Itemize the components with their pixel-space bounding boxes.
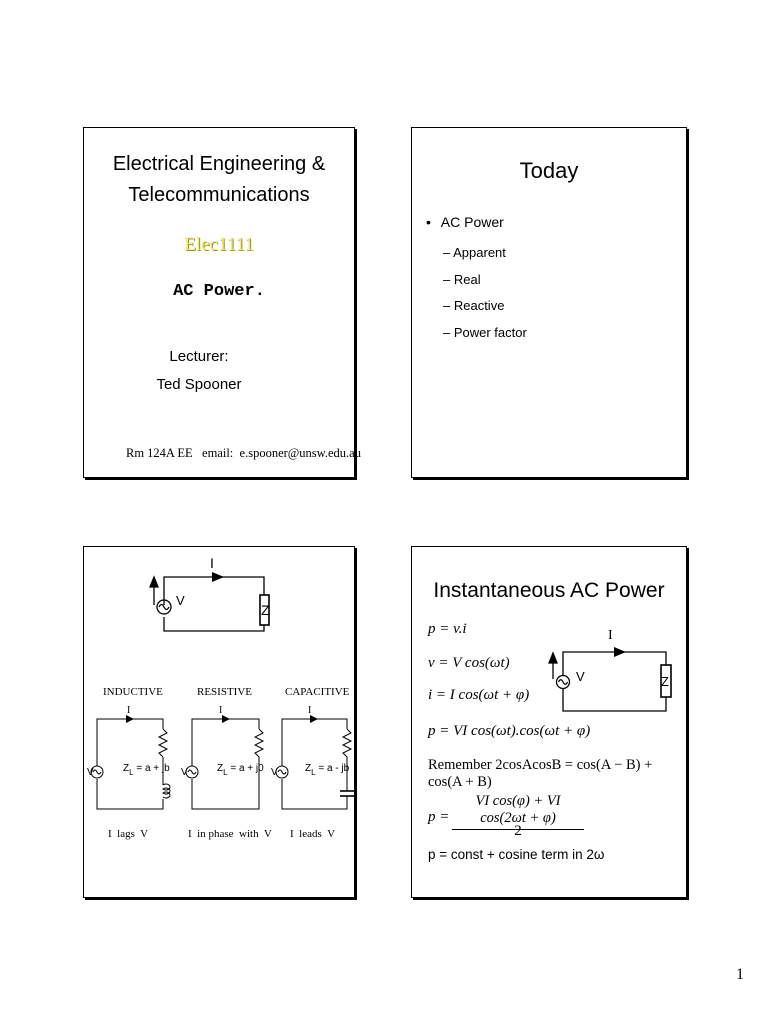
title-line-2: Telecommunications [128,184,310,206]
capacitive-caption: I leads V [290,828,336,840]
inductive-current-label: I [127,705,131,716]
power-circuit [544,619,684,719]
resistive-caption: I in phase with V [188,828,272,840]
slide-heading: Instantaneous AC Power [433,579,665,602]
circuit-voltage-label: V [576,669,585,684]
capacitive-impedance: $Z_L = a$ - jb [305,763,350,777]
identity-reminder: Remember 2cosAcosB = cos(A − B) + cos(A + B) [428,757,653,790]
bullet-item [426,214,504,230]
sub-item: – Apparent [443,245,506,260]
summary-text: p = const + cosine term in 2ω [428,847,605,862]
topic-heading: AC Power. [173,282,265,301]
inductive-circuit [91,715,170,809]
equation-result-denominator: 2 [514,823,522,839]
equation-p-vi: p = v.i [428,621,467,637]
slide-instantaneous-power [411,546,687,898]
course-code: Elec1111 [184,234,254,255]
bullet-label: AC Power [440,214,504,230]
main-circuit [150,572,269,631]
lecturer-block [84,346,314,396]
capacitive-circuit [276,715,354,809]
slide-circuit-types [83,546,355,898]
circuit-diagrams [84,547,354,897]
contact-info: Rm 124A EE email: e.spooner@unsw.edu.au [126,446,361,460]
inductive-impedance: $Z_L = a$ + jb [123,763,170,777]
sub-item-list [443,240,527,346]
capacitive-voltage-label: V [271,767,278,778]
equation-result-lhs: p = [428,809,450,825]
slide-today [411,127,687,478]
main-voltage-label: V [176,593,185,608]
capacitive-current-label: I [308,705,312,716]
resistive-heading: RESISTIVE [197,686,252,698]
sub-item: – Real [443,271,481,287]
page-number: 1 [736,966,744,983]
bullet-icon: • [426,214,431,230]
resistive-impedance: $Z_L = a + j0$ [217,763,264,777]
circuit-current-label: I [608,628,613,643]
title-line-1: Electrical Engineering & [112,153,326,175]
equation-power-product: p = VI cos(ωt).cos(ωt + φ) [428,723,591,739]
sub-item: – Reactive [443,298,505,313]
resistive-voltage-label: V [181,767,188,778]
lecturer-name: Ted Spooner [156,376,242,393]
sub-item: – Power factor [443,324,527,340]
circuit-load-label: Z [661,674,669,689]
lecturer-label: Lecturer: [169,348,229,365]
slide-heading: Today [519,158,579,183]
inductive-voltage-label: V [87,767,94,778]
inductive-caption: I lags V [108,828,149,840]
slide-title [83,127,361,478]
resistive-circuit [186,715,263,809]
capacitive-heading: CAPACITIVE [285,686,350,698]
equation-current: i = I cos(ωt + φ) [428,687,530,703]
main-current-label: I [210,555,214,571]
equation-result-numerator: VI cos(φ) + VI cos(2ωt + φ) [452,793,584,830]
equation-voltage: v = V cos(ωt) [428,655,510,671]
slide-title-heading [84,152,354,208]
inductive-heading: INDUCTIVE [103,686,163,698]
main-load-label: Z [261,602,270,618]
resistive-current-label: I [219,705,223,716]
